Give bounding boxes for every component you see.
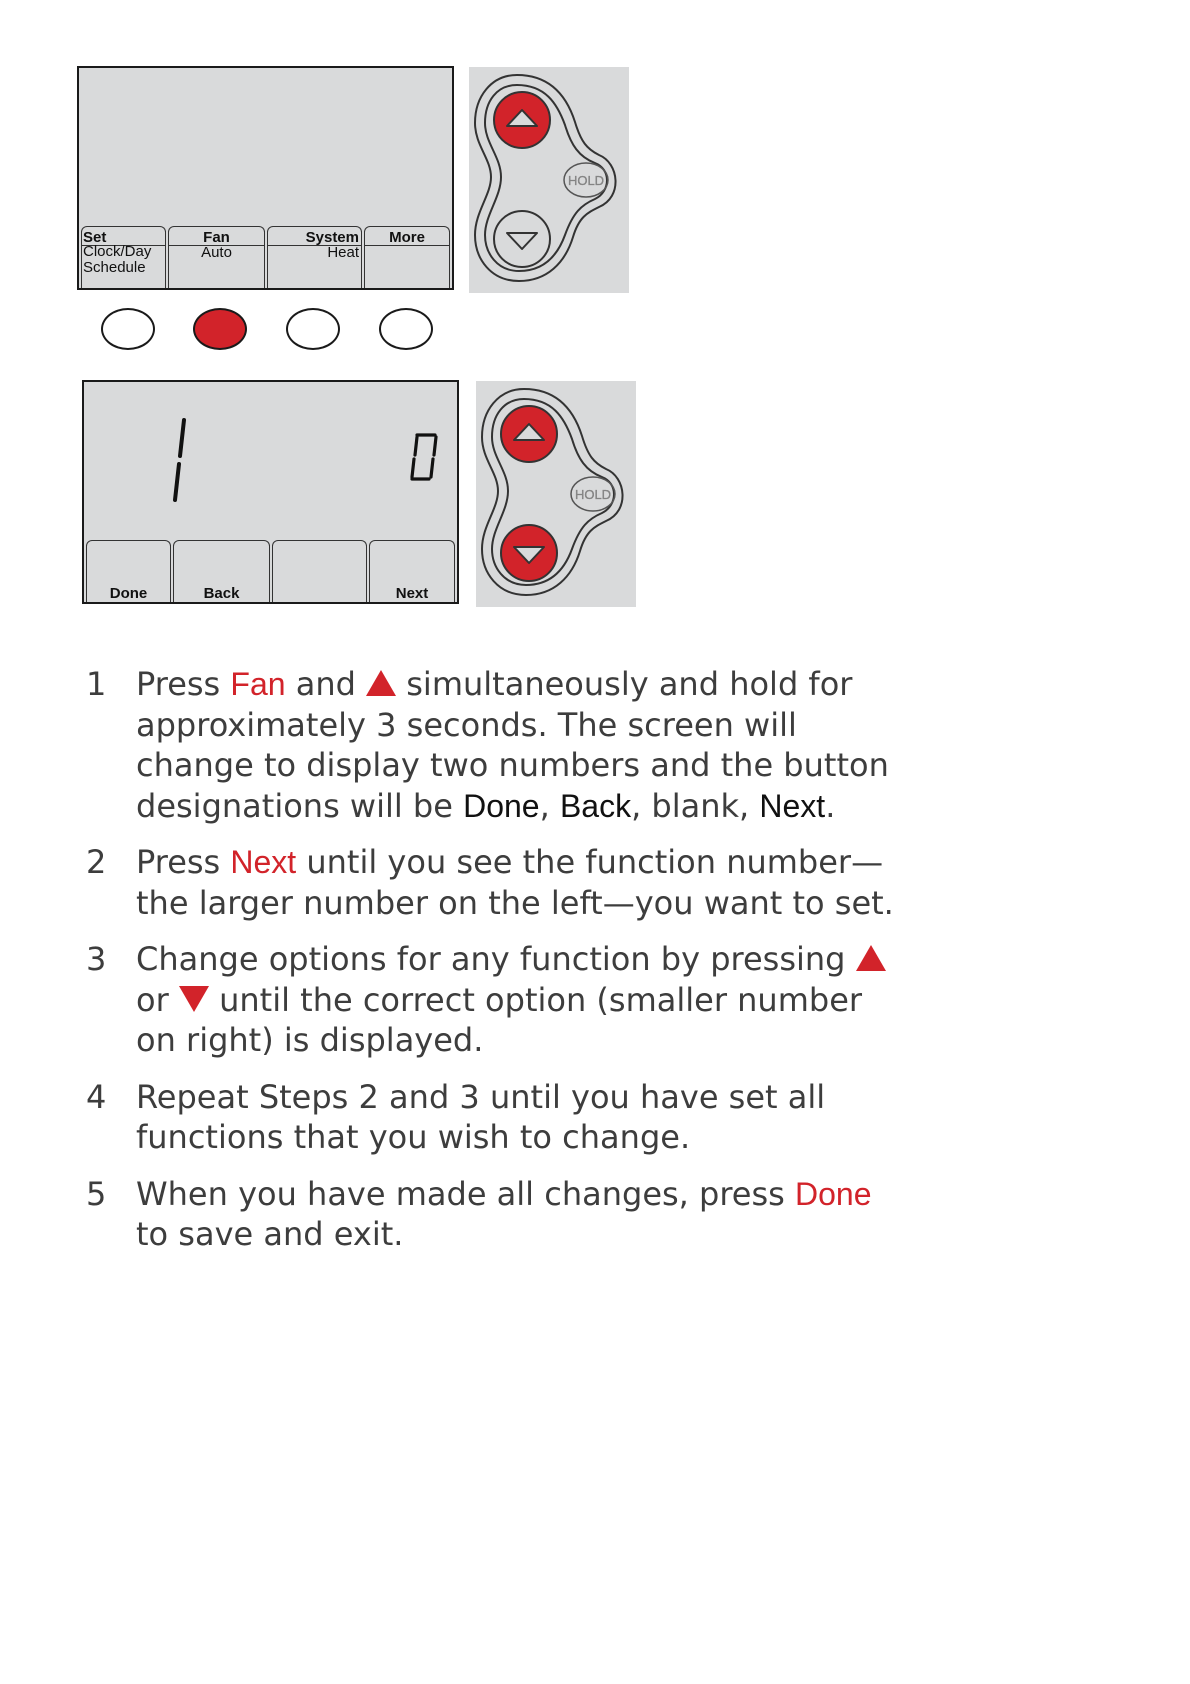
step-text: Press Fan and simultaneously and hold for approximately 3 seconds. The screen will change to display two numbers and the button designations will be Done, Back, blank, Next.: [136, 665, 889, 825]
schedule-label: Schedule: [83, 259, 146, 276]
step-text: Change options for any function by pressing or until the correct option (smaller number on right) is displayed.: [136, 939, 906, 1061]
more-key-label: More: [389, 229, 425, 246]
option-number-digit: [409, 432, 439, 482]
step-2: [86, 842, 906, 923]
step-text: When you have made all changes, press Done to save and exit.: [136, 1174, 872, 1253]
svg-text:HOLD: HOLD: [574, 487, 612, 502]
done-keyword: Done: [463, 787, 540, 824]
back-key-label: Back: [203, 585, 240, 602]
step-3: [86, 939, 906, 1061]
more-softkey[interactable]: [364, 226, 450, 288]
arrow-keypad-graphic: [469, 67, 629, 293]
fan-keyword: Fan: [230, 666, 286, 702]
blank-softkey[interactable]: [272, 540, 367, 602]
done-keyword: Done: [794, 1175, 872, 1212]
function-number-digit: [162, 416, 202, 506]
up-arrow-button[interactable]: [494, 92, 550, 148]
step-number: 5: [86, 1174, 107, 1213]
next-keyword: Next: [759, 787, 826, 824]
step-4: [86, 1077, 906, 1158]
down-arrow-button[interactable]: [494, 211, 550, 267]
set-softkey[interactable]: [81, 226, 166, 288]
hold-button[interactable]: [564, 163, 608, 197]
thermostat-display-function: [82, 380, 459, 604]
step-5: [86, 1174, 906, 1255]
selector-button-1[interactable]: [101, 308, 155, 350]
selector-button-3[interactable]: [286, 308, 340, 350]
step-1: [86, 664, 906, 826]
next-keyword: Next: [230, 844, 297, 880]
step-number: 2: [86, 843, 107, 881]
up-arrow-icon: [366, 670, 396, 696]
thermostat-display-main: [77, 66, 454, 290]
done-key-label: Done: [109, 585, 148, 602]
key-divider: [365, 245, 449, 246]
clock-day-label: Clock/Day: [83, 243, 152, 260]
down-arrow-button[interactable]: [501, 525, 557, 581]
step-number: 1: [86, 665, 107, 703]
system-key-label: System: [305, 229, 359, 246]
up-arrow-button[interactable]: [501, 406, 557, 462]
svg-text:HOLD: HOLD: [567, 173, 605, 188]
done-softkey[interactable]: [86, 540, 171, 602]
fan-key-label: Fan: [203, 229, 230, 246]
set-key-label: Set: [83, 229, 107, 246]
fan-key-sub: Auto: [201, 244, 232, 261]
down-arrow-icon: [179, 986, 209, 1012]
up-arrow-icon: [856, 945, 886, 971]
step-text: Press Next until you see the function number—the larger number on the left—you want to set.: [136, 843, 894, 922]
next-key-label: Next: [395, 585, 429, 602]
back-softkey[interactable]: [173, 540, 270, 602]
next-softkey[interactable]: [369, 540, 455, 602]
arrow-keypad-graphic: [476, 381, 636, 607]
selector-button-2-pressed[interactable]: [193, 308, 247, 350]
system-softkey[interactable]: [267, 226, 362, 288]
arrow-panel-bottom: [476, 381, 636, 607]
back-keyword: Back: [559, 787, 632, 824]
step-number: 4: [86, 1077, 107, 1116]
fan-softkey[interactable]: [168, 226, 265, 288]
step-text: Repeat Steps 2 and 3 until you have set all functions that you wish to change.: [136, 1077, 826, 1156]
arrow-panel-top: [469, 67, 629, 293]
hold-button[interactable]: [571, 477, 615, 511]
set-key-sub: [82, 244, 165, 276]
system-key-sub: Heat: [327, 244, 359, 261]
selector-button-4[interactable]: [379, 308, 433, 350]
step-number: 3: [86, 940, 107, 978]
instruction-steps: [86, 664, 906, 1271]
